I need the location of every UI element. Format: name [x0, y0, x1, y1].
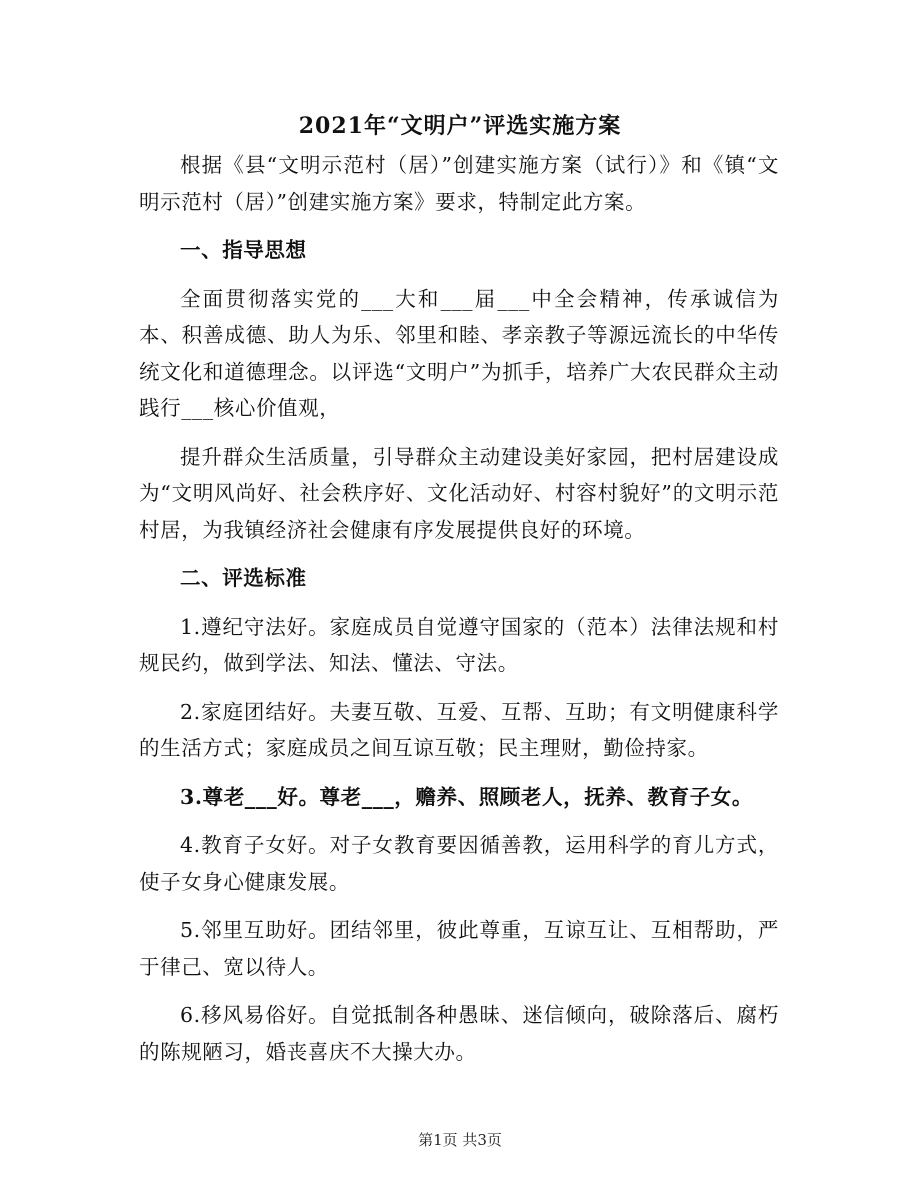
document-body: [139, 147, 779, 1070]
criterion-5: 5.邻里互助好。团结邻里，彼此尊重，互谅互让、互相帮助，严于律己、宽以待人。: [139, 918, 779, 979]
intro-paragraph: 根据《县“文明示范村（居）”创建实施方案（试行）》和《镇“文明示范村（居）”创建实施方案》要求，特制定此方案。: [139, 153, 779, 214]
section-heading-evaluation-criteria: 二、评选标准: [180, 566, 307, 590]
criterion-2: 2.家庭团结好。夫妻互敬、互爱、互帮、互助；有文明健康科学的生活方式；家庭成员之间互谅互敬；民主理财，勤俭持家。: [139, 699, 779, 760]
guiding-ideology-paragraph-1: 全面贯彻落实党的___大和___届___中全会精神，传承诚信为本、积善成德、助人为乐、邻里和睦、孝亲教子等源远流长的中华传统文化和道德理念。以评选“文明户”为抓手，培养广大农民群众主动践行___核心价值观，: [139, 286, 779, 420]
section-heading-guiding-ideology: 一、指导思想: [180, 238, 307, 262]
criterion-1: 1.遵纪守法好。家庭成员自觉遵守国家的（范本）法律法规和村规民约，做到学法、知法、懂法、守法。: [139, 614, 779, 675]
criterion-6: 6.移风易俗好。自觉抵制各种愚昧、迷信倾向，破除落后、腐朽的陈规陋习，婚丧喜庆不大操大办。: [139, 1003, 779, 1064]
document-title: 2021年“文明户”评选实施方案: [298, 113, 622, 139]
guiding-ideology-paragraph-2: 提升群众生活质量，引导群众主动建设美好家园，把村居建设成为“文明风尚好、社会秩序好、文化活动好、村容村貌好”的文明示范村居，为我镇经济社会健康有序发展提供良好的环境。: [139, 444, 779, 542]
criterion-4: 4.教育子女好。对子女教育要因循善教，运用科学的育儿方式，使子女身心健康发展。: [139, 833, 779, 894]
criterion-3: 3.尊老___好。尊老___，赡养、照顾老人，抚养、教育子女。: [180, 784, 753, 809]
page-number-footer: 第1页 共3页: [418, 1131, 502, 1149]
